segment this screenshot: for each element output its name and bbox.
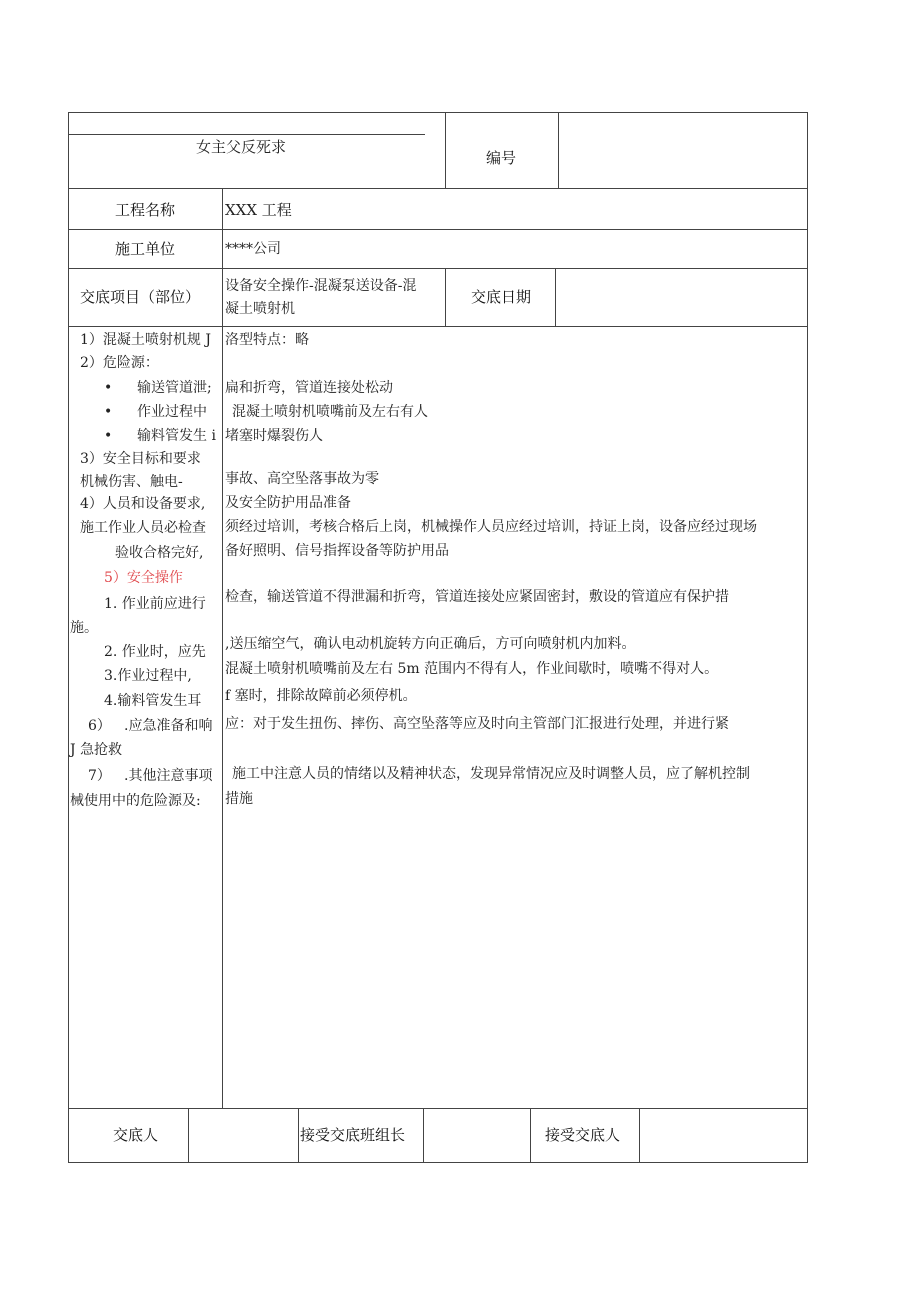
- col-divider: [639, 1108, 640, 1163]
- item-value-line1: 设备安全操作-混凝泵送设备-混: [225, 278, 417, 294]
- content-line: 混凝土喷射机喷嘴前及左右 5m 范围内不得有人，作业间歇时，喷嘴不得对人。: [225, 661, 719, 677]
- bullet: •: [104, 380, 113, 396]
- col-divider: [445, 112, 446, 188]
- content-line: 施。: [70, 620, 98, 636]
- col-divider: [423, 1108, 424, 1163]
- col-divider: [445, 268, 446, 326]
- title-underline: [68, 134, 425, 135]
- content-line: 机械伤害、触电-: [80, 474, 183, 490]
- content-line: 检查，输送管道不得泄漏和折弯，管道连接处应紧固密封，敷设的管道应有保护措: [225, 589, 729, 605]
- col-divider: [188, 1108, 189, 1163]
- content-line: 2. 作业时，应先: [104, 644, 206, 660]
- content-line: 4.输料管发生耳: [104, 693, 202, 709]
- bullet: •: [104, 428, 113, 444]
- content-line: 输料管发生 i: [137, 428, 216, 444]
- receiver-label: 接受交底人: [545, 1126, 621, 1144]
- item-value-line2: 凝土喷射机: [225, 301, 295, 317]
- content-line: 洛型特点：略: [225, 332, 309, 348]
- content-line: 4）人员和设备要求,: [80, 496, 206, 512]
- document-title: 女主父反死求: [196, 138, 287, 156]
- content-line: 7）: [88, 768, 111, 784]
- content-line: 作业过程中: [137, 404, 207, 420]
- content-line: 1. 作业前应进行: [104, 596, 206, 612]
- col-divider: [298, 1108, 299, 1163]
- row-divider: [68, 268, 808, 269]
- date-label: 交底日期: [471, 288, 532, 306]
- content-line: 堵塞时爆裂伤人: [225, 428, 323, 444]
- number-label: 编号: [486, 149, 517, 167]
- content-line: 2）危险源：: [80, 355, 159, 371]
- bullet: •: [104, 404, 113, 420]
- content-line: f 塞时，排除故障前必须停机。: [225, 688, 417, 704]
- content-line: 输送管道泄;: [137, 380, 212, 396]
- col-divider: [558, 112, 559, 188]
- content-line: 验收合格完好,: [115, 545, 204, 561]
- content-line: .应急准备和响: [124, 718, 213, 734]
- row-divider: [68, 229, 808, 230]
- team-leader-label: 接受交底班组长: [300, 1126, 406, 1144]
- contractor-label: 施工单位: [115, 240, 176, 258]
- row-divider: [68, 1108, 808, 1109]
- content-line: 应：对于发生扭伤、摔伤、高空坠落等应及时向主管部门汇报进行处理，并进行紧: [225, 716, 729, 732]
- col-divider: [530, 1108, 531, 1163]
- project-name-label: 工程名称: [115, 201, 176, 219]
- project-name-value: XXX 工程: [225, 201, 292, 219]
- presenter-label: 交底人: [113, 1126, 159, 1144]
- content-line: 3）安全目标和要求: [80, 451, 201, 467]
- content-line: 施工中注意人员的情绪以及精神状态，发现异常情况应及时调整人员，应了解机控制: [232, 766, 750, 782]
- content-line: J 急抢救: [70, 742, 123, 758]
- content-line: 须经过培训，考核合格后上岗，机械操作人员应经过培训，持证上岗，设备应经过现场: [225, 519, 757, 535]
- section-heading: 5）安全操作: [104, 570, 183, 586]
- col-divider: [555, 268, 556, 326]
- content-line: .其他注意事项: [124, 768, 213, 784]
- content-line: 施工作业人员必检查: [80, 520, 206, 536]
- item-label: 交底项目（部位）: [80, 288, 201, 306]
- content-line: 1）混凝土喷射机规 J: [80, 332, 211, 348]
- contractor-value: ****公司: [225, 241, 281, 257]
- col-divider: [222, 188, 223, 1108]
- content-line: ,送压缩空气，确认电动机旋转方向正确后，方可向喷射机内加料。: [225, 636, 636, 652]
- row-divider: [68, 188, 808, 189]
- content-line: 及安全防护用品准备: [225, 495, 351, 511]
- content-line: 措施: [225, 791, 253, 807]
- content-line: 事故、高空坠落事故为零: [225, 471, 379, 487]
- content-line: 6）: [88, 718, 111, 734]
- row-divider: [68, 326, 808, 327]
- content-line: 备好照明、信号指挥设备等防护用品: [225, 543, 449, 559]
- content-line: 械使用中的危险源及:: [70, 793, 201, 809]
- content-line: 3.作业过程中,: [104, 668, 192, 684]
- content-line: 混凝土喷射机喷嘴前及左右有人: [232, 404, 428, 420]
- content-line: 扁和折弯，管道连接处松动: [225, 380, 393, 396]
